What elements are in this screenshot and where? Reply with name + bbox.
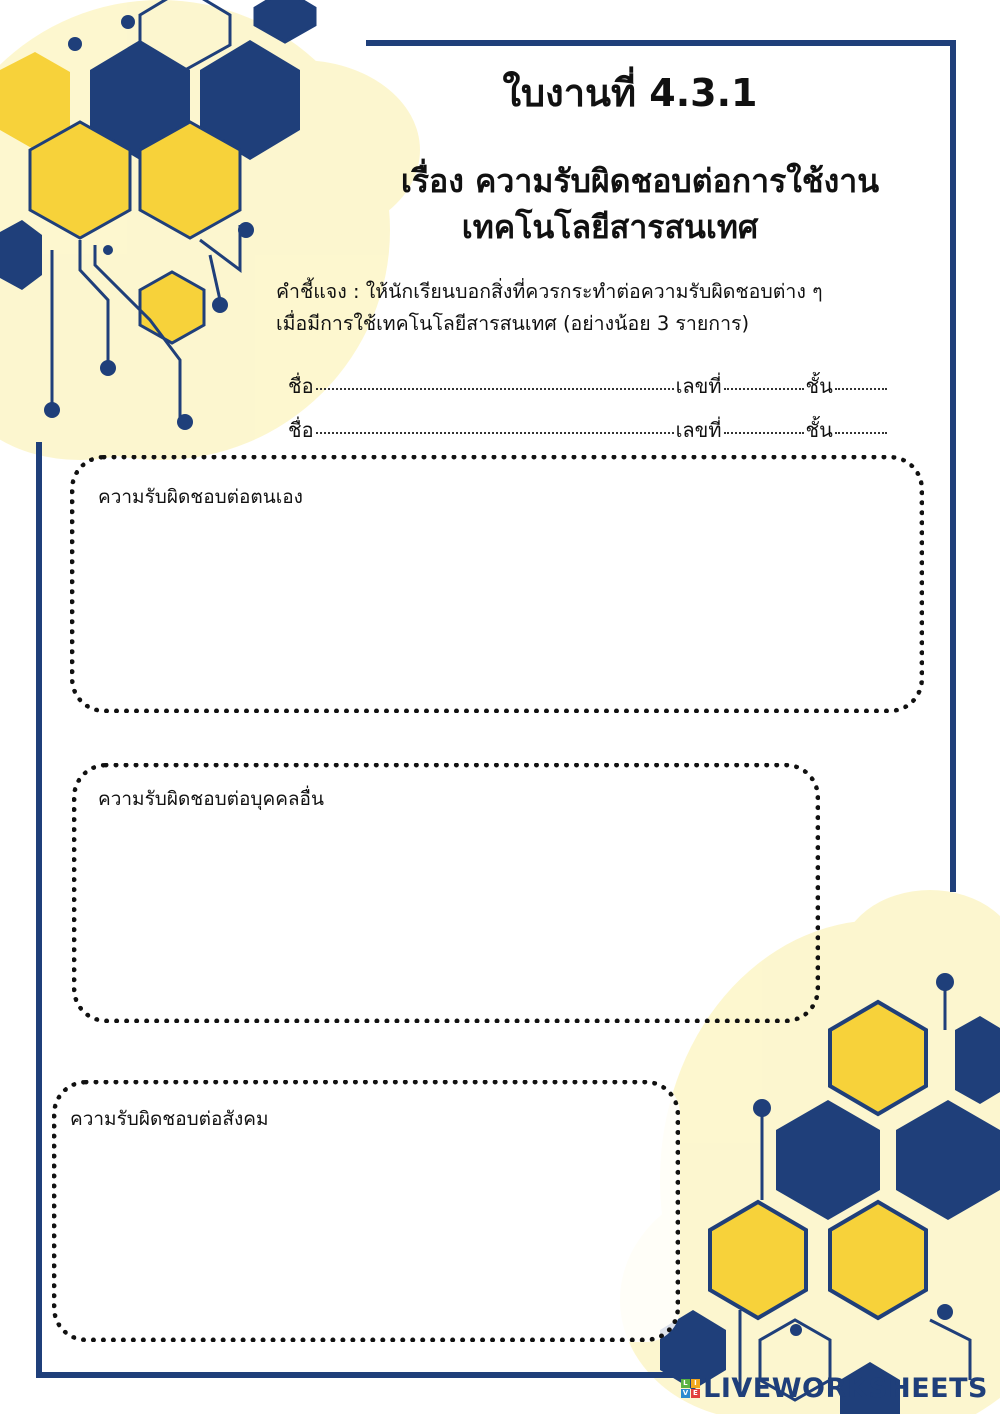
class-label: ชั้น — [805, 418, 833, 442]
subject-line-2: เทคโนโลยีสารสนเทศ — [461, 208, 759, 246]
number-label: เลขที่ — [675, 374, 722, 398]
logo-letter-e: E — [693, 1389, 699, 1397]
instructions — [276, 276, 966, 340]
instruction-line-2: เมื่อมีการใช้เทคโนโลยีสารสนเทศ (อย่างน้อย 3 รายการ) — [276, 312, 750, 335]
logo-letter-v: V — [682, 1389, 689, 1397]
logo-letter-i: I — [691, 1379, 700, 1388]
name-field[interactable] — [316, 387, 674, 390]
answer-box-others-label: ความรับผิดชอบต่อบุคคลอื่น — [98, 788, 324, 810]
name-label: ชื่อ — [288, 418, 314, 442]
answer-box-self-label: ความรับผิดชอบต่อตนเอง — [98, 486, 303, 508]
number-label: เลขที่ — [675, 418, 722, 442]
subject-line-1: เรื่อง ความรับผิดชอบต่อการใช้งาน — [400, 162, 880, 200]
frame-left-line — [36, 442, 42, 1378]
number-field[interactable] — [724, 431, 804, 434]
name-field[interactable] — [316, 431, 674, 434]
class-field[interactable] — [835, 387, 887, 390]
frame-bottom-line — [36, 1372, 676, 1378]
student-row-1 — [288, 370, 889, 402]
frame-top-line — [366, 40, 956, 46]
liveworksheets-brand[interactable] — [681, 1373, 988, 1404]
class-field[interactable] — [835, 431, 887, 434]
worksheet-title: ใบงานที่ 4.3.1 — [502, 71, 758, 115]
number-field[interactable] — [724, 387, 804, 390]
class-label: ชั้น — [805, 374, 833, 398]
frame-right-line — [950, 40, 956, 892]
liveworksheets-logo — [681, 1379, 700, 1398]
worksheet-subject — [340, 158, 940, 250]
student-row-2 — [288, 414, 889, 446]
name-label: ชื่อ — [288, 374, 314, 398]
logo-letter-l: L — [681, 1379, 690, 1388]
instruction-line-1: คำชี้แจง : ให้นักเรียนบอกสิ่งที่ควรกระทำต่อความรับผิดชอบต่าง ๆ — [276, 280, 823, 303]
brand-name: LIVEWORKSHEETS — [703, 1373, 988, 1404]
answer-box-society-label: ความรับผิดชอบต่อสังคม — [70, 1108, 269, 1130]
